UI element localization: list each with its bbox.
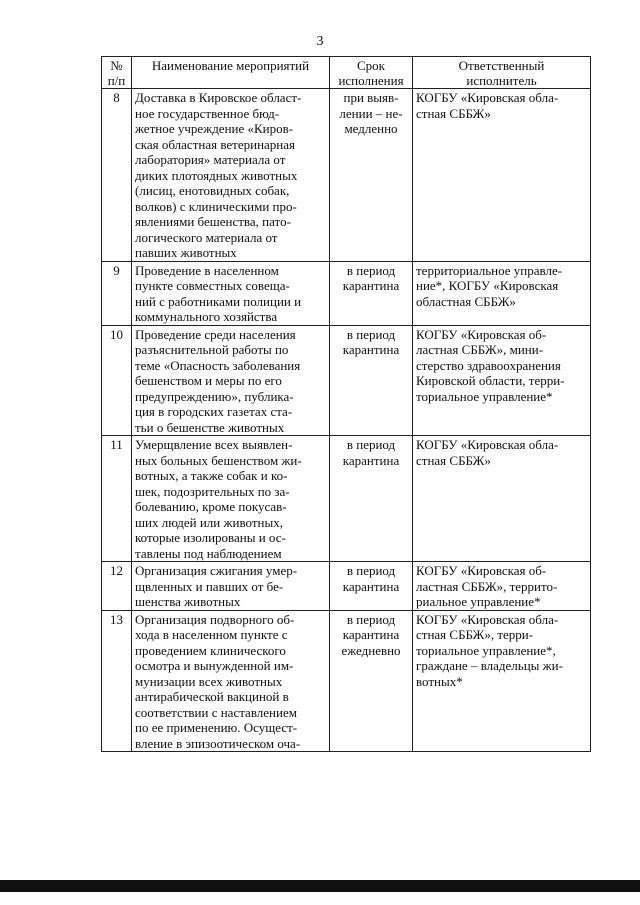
responsible-executor-line: КОГБУ «Кировская обла- [416,611,559,627]
deadline-line: карантина [342,627,400,642]
responsible-executor-line: ториальное управление*, [416,642,556,658]
measure-name-line: диких плотоядных животных [135,167,298,183]
deadline-line: в период [346,437,396,452]
responsible-executor-line: областная СББЖ» [416,293,516,309]
row-number: 11 [102,436,132,562]
measure-name-line: предупреждению», публика- [135,388,294,404]
deadline-line: карантина [342,452,400,468]
deadline-cell [330,261,413,325]
measure-name-cell [132,562,330,611]
table-body [102,89,591,752]
deadline-line: лении – не- [339,105,403,121]
responsible-executor-cell [413,89,591,262]
measure-name-line: Проведение среди населения [135,326,296,342]
header-term-line: Срок [357,58,385,73]
scan-edge-bar [0,880,640,892]
deadline-line: карантина [342,278,400,293]
measure-name-line: коммунального хозяйства [135,309,278,324]
deadline-cell [330,562,413,611]
measure-name-line: павших животных [135,245,237,260]
row-number: 13 [102,610,132,752]
header-num-line: п/п [107,73,126,88]
responsible-executor-line: риальное управление* [416,594,541,609]
responsible-executor-line: КОГБУ «Кировская об- [416,326,547,342]
deadline-line: в период [346,326,396,342]
table-row [102,562,591,611]
responsible-executor-line: КОГБУ «Кировская обла- [416,90,559,105]
measure-name-cell [132,325,330,436]
measure-name-line: вление в эпизоотическом оча- [135,735,301,751]
responsible-executor-cell [413,325,591,436]
measure-name-line: Доставка в Кировское област- [135,90,302,105]
measure-name-cell [132,436,330,562]
measure-name-line: болеванию, кроме покусав- [135,499,287,514]
header-responsible [413,57,591,89]
measure-name-line: по ее применению. Осущест- [135,720,298,735]
responsible-executor-line: стная СББЖ» [416,105,491,121]
responsible-executor-line: ние*, КОГБУ «Кировская [416,278,559,293]
measure-name-cell [132,261,330,325]
measure-name-line: ская областная ветеринарная [135,136,296,152]
measure-name-line: теме «Опасность заболевания [135,357,301,373]
measure-name-line: ших людей или животных, [135,514,283,530]
header-term-line: исполнения [338,73,404,88]
measure-name-line: вотных, а также собак и ко- [135,468,288,483]
measure-name-line: явлениями бешенства, пато- [135,214,291,229]
measure-name-cell [132,89,330,262]
deadline-line: при выяв- [343,90,399,105]
measure-name-line: шек, подозрительных по за- [135,483,290,499]
measure-name-line: логического материала от [135,229,278,245]
measure-name-line: Проведение в населенном [135,262,279,278]
responsible-executor-line: КОГБУ «Кировская обла- [416,437,559,452]
deadline-line: ежедневно [341,642,401,658]
measure-name-line: лаборатория» материала от [135,152,286,167]
measure-name-line: (лисиц, енотовидных собак, [135,183,290,198]
deadline-line: в период [346,563,396,578]
measure-name-line: бешенством и меры по его [135,373,282,388]
responsible-executor-cell [413,610,591,752]
responsible-executor-line: стная СББЖ» [416,452,491,468]
table-row [102,610,591,752]
row-number: 8 [102,89,132,262]
measure-name-line: ное государственное бюд- [135,105,280,121]
responsible-executor-line: Кировской области, терри- [416,373,565,388]
responsible-executor-line: ториальное управление* [416,388,553,404]
measure-name-line: разъяснительной работы по [135,342,289,357]
measure-name-line: соответствии с наставлением [135,704,297,720]
measure-name-line: шенства животных [135,594,241,609]
measure-name-line: ных больных бешенством жи- [135,452,302,468]
measure-name-line: щвленных и павших от бе- [135,578,284,594]
measure-name-line: тьи о бешенстве животных [135,419,285,435]
header-responsible-line: Ответственный [458,58,545,73]
measure-name-line: хода в населенном пункте с [135,627,288,642]
measures-table [101,56,591,752]
responsible-executor-line: граждане – владельцы жи- [416,658,563,673]
deadline-line: в период [346,262,396,278]
deadline-cell [330,610,413,752]
deadline-cell [330,436,413,562]
row-number: 9 [102,261,132,325]
table-row [102,436,591,562]
measure-name-line: волков) с клиническими про- [135,198,297,214]
deadline-cell [330,89,413,262]
deadline-line: медленно [344,121,398,136]
deadline-line: карантина [342,342,400,357]
table-row [102,325,591,436]
table-header [102,57,591,89]
page-number: 3 [316,34,324,49]
responsible-executor-line: стерство здравоохранения [416,357,561,373]
measure-name-line: мунизации всех животных [135,673,283,689]
header-responsible-line: исполнитель [466,73,537,88]
measure-name-line: жетное учреждение «Киров- [135,121,294,136]
measure-name-cell [132,610,330,752]
measure-name-line: антирабической вакциной в [135,689,289,704]
responsible-executor-cell [413,261,591,325]
responsible-executor-line: КОГБУ «Кировская об- [416,563,547,578]
header-num-line: № [110,58,123,73]
measure-name-line: Умерщвление всех выявлен- [135,437,293,452]
deadline-line: карантина [342,578,400,594]
deadline-cell [330,325,413,436]
table-row [102,261,591,325]
responsible-executor-line: ластная СББЖ», мини- [416,342,544,357]
responsible-executor-line: вотных* [416,673,463,689]
header-term [330,57,413,89]
responsible-executor-line: ластная СББЖ», террито- [416,578,558,594]
responsible-executor-line: территориальное управле- [416,262,563,278]
measure-name-line: пункте совместных совеща- [135,278,290,293]
responsible-executor-line: стная СББЖ», терри- [416,627,534,642]
measure-name-line: которые изолированы и ос- [135,530,286,545]
measure-name-line: ний с работниками полиции и [135,293,302,309]
measure-name-line: тавлены под наблюдением [135,545,282,561]
row-number: 10 [102,325,132,436]
table-row [102,89,591,262]
measure-name-line: Организация подворного об- [135,611,295,627]
measure-name-line: ция в городских газетах ста- [135,404,293,419]
header-name-line: Наименование мероприятий [151,58,310,73]
measure-name-line: осмотра и вынужденной им- [135,658,294,673]
deadline-line: в период [346,611,396,627]
header-name [132,57,330,89]
measure-name-line: проведением клинического [135,642,286,658]
responsible-executor-cell [413,562,591,611]
measure-name-line: Организация сжигания умер- [135,563,298,578]
responsible-executor-cell [413,436,591,562]
row-number: 12 [102,562,132,611]
header-num [102,57,132,89]
